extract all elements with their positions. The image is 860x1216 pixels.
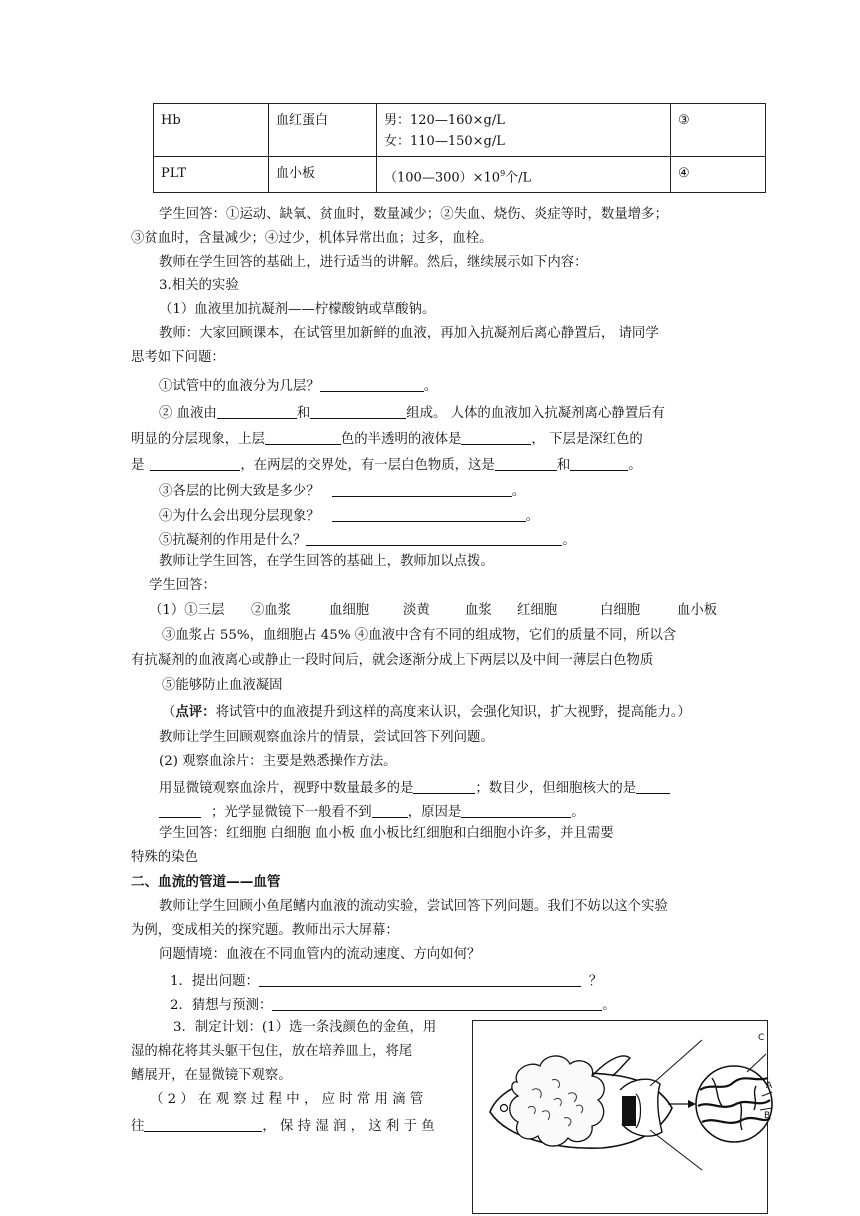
answer-item: 血浆 <box>465 603 492 618</box>
answer-blank <box>570 456 628 471</box>
question-text: ①试管中的血液分为几层？ <box>159 379 320 394</box>
question-line <box>170 972 602 988</box>
question-text: ，原因是 <box>407 805 462 820</box>
question-text: ， 下层是深红色的 <box>531 432 643 447</box>
question-line <box>131 456 642 472</box>
paragraph-line: 湿的棉花将其头躯干包住，放在培养皿上，将尾 <box>131 1044 413 1059</box>
answer-item: 血小板 <box>677 603 718 618</box>
table-cell-code: PLT <box>154 157 269 193</box>
label-c: C <box>758 1033 765 1043</box>
question-text: 1．提出问题： <box>170 974 259 989</box>
comment-paren: （ <box>162 705 176 720</box>
question-line <box>159 803 585 819</box>
paragraph-line: 鳍展开，在显微镜下观察。 <box>131 1068 292 1083</box>
paragraph-line: 问题情境：血液在不同血管内的流动速度、方向如何？ <box>159 947 481 962</box>
question-text: 用显微镜观察血涂片，视野中数量最多的是 <box>159 781 414 796</box>
value-line-female: 女：110—150×g/L <box>384 134 505 149</box>
paragraph-line: (2) 观察血涂片：主要是熟悉操作方法。 <box>159 754 397 769</box>
question-text: 。 <box>562 533 576 548</box>
question-text: 。 <box>602 998 616 1013</box>
question-text: 色的半透明的液体是 <box>340 432 462 447</box>
question-text: 是 <box>131 458 145 473</box>
table-cell-mark: ③ <box>671 104 766 157</box>
paragraph-line: 3.相关的实验 <box>159 278 239 293</box>
answer-blank <box>461 803 571 818</box>
section-heading: 二、血流的管道——血管 <box>131 874 281 890</box>
paragraph-line: 学生回答：红细胞 白细胞 血小板 血小板比红细胞和白细胞小许多，并且需要 <box>159 826 614 841</box>
paragraph-line: 教师：大家回顾课本，在试管里加新鲜的血液，再加入抗凝剂后离心静置后， 请同学 <box>159 326 659 341</box>
answer-line: ③血浆占 55%，血细胞占 45% ④血液中含有不同的组成物，它们的质量不同，所以含 <box>162 628 677 643</box>
question-line <box>159 404 665 420</box>
paragraph-line: 3．制定计划：(1）选一条浅颜色的金鱼，用 <box>173 1020 437 1035</box>
table-cell-value <box>377 157 671 193</box>
label-a: A <box>766 1081 773 1091</box>
paragraph-line: 为例，变成相关的探究题。教师出示大屏幕： <box>131 923 399 938</box>
answer-line: ⑤能够防止血液凝固 <box>162 678 283 693</box>
question-text: ② 血液由 <box>159 406 217 421</box>
question-line <box>159 507 539 523</box>
paragraph-line: 教师让学生回答，在学生回答的基础上，教师加以点拨。 <box>159 554 494 569</box>
table-cell-value <box>377 104 671 157</box>
answer-blank <box>310 404 406 419</box>
value-exponent: 9 <box>500 169 506 178</box>
question-text: 和 <box>296 406 311 421</box>
table-cell-code: Hb <box>154 104 269 157</box>
goldfish-experiment-figure <box>472 1020 774 1216</box>
table-row <box>154 104 766 157</box>
paragraph-line: 特殊的染色 <box>131 850 198 865</box>
value-text: （100—300）×10 <box>384 170 501 186</box>
paragraph-line: 思考如下问题： <box>131 350 225 365</box>
answer-blank <box>144 1117 262 1132</box>
paragraph-line: 学生回答： <box>149 578 216 593</box>
answer-item: ②血浆 <box>251 603 292 618</box>
table-cell-mark: ④ <box>671 157 766 193</box>
answer-blank <box>413 779 475 794</box>
answer-blank <box>265 430 341 445</box>
question-text: 明显的分层现象，上层 <box>131 432 265 447</box>
answer-line <box>149 603 718 618</box>
question-text: ？ <box>588 974 603 989</box>
question-text: ⑤抗凝剂的作用是什么？ <box>159 533 307 548</box>
question-line <box>131 1117 435 1133</box>
question-line <box>159 531 576 547</box>
value-line-male: 男：120—160×g/L <box>384 113 505 128</box>
value-unit: 个/L <box>505 170 532 186</box>
table-cell-name: 血红蛋白 <box>269 104 377 157</box>
paragraph-line: 教师让学生回顾小鱼尾鳍内血液的流动实验，尝试回答下列问题。我们不妨以这个实验 <box>159 899 668 914</box>
question-text: 往 <box>131 1119 145 1134</box>
answer-item: 血细胞 <box>329 603 370 618</box>
answer-blank <box>636 779 670 794</box>
question-text: ， 保 持 湿 润 ， 这 利 于 鱼 <box>262 1119 435 1134</box>
question-line <box>159 377 437 393</box>
question-text: 。 <box>511 484 526 499</box>
question-text: 。 <box>628 458 642 473</box>
question-text: 组成。 人体的血液加入抗凝剂离心静置后有 <box>406 406 665 421</box>
answer-item: 白细胞 <box>600 603 641 618</box>
question-text: 2．猜想与预测： <box>170 998 273 1013</box>
question-text: 。 <box>423 379 438 394</box>
table-row <box>154 157 766 193</box>
question-line <box>170 996 616 1012</box>
answer-blank <box>217 404 297 419</box>
answer-blank <box>495 456 557 471</box>
question-line <box>131 430 643 446</box>
answer-blank <box>259 972 581 987</box>
question-text: ③各层的比例大致是多少？ <box>159 484 320 499</box>
paragraph-line: （1）血液里加抗凝剂——柠檬酸钠或草酸钠。 <box>159 302 436 317</box>
question-line <box>159 779 670 795</box>
paragraph-line: （ 2 ） 在 观 察 过 程 中 ， 应 时 常 用 滴 管 <box>150 1092 424 1107</box>
question-text: ；光学显微镜下一般看不到 <box>211 805 372 820</box>
question-line <box>159 482 525 498</box>
comment-label: 点评： <box>175 704 216 720</box>
answer-blank <box>461 430 531 445</box>
answer-blank <box>150 456 240 471</box>
paragraph-line: 学生回答：①运动、缺氧、贫血时，数量减少；②失血、烧伤、炎症等时，数量增多； <box>159 207 668 222</box>
answer-item: （1）①三层 <box>149 603 225 618</box>
blood-index-table <box>153 103 766 193</box>
answer-blank <box>159 803 201 818</box>
table-cell-name: 血小板 <box>269 157 377 193</box>
answer-item: 淡黄 <box>403 603 430 618</box>
answer-blank <box>372 803 408 818</box>
answer-blank <box>306 531 562 546</box>
question-text: 和 <box>556 458 571 473</box>
question-text: 。 <box>571 805 585 820</box>
comment-text: 将试管中的血液提升到这样的高度来认识，会强化知识，扩大视野，提高能力。） <box>215 705 691 720</box>
question-text: 。 <box>525 509 540 524</box>
paragraph-line: ③贫血时，含量减少；④过少，机体异常出血；过多，血栓。 <box>131 231 493 246</box>
paragraph-line: 教师让学生回顾观察血涂片的情景，尝试回答下列问题。 <box>159 730 494 745</box>
answer-item: 红细胞 <box>517 603 558 618</box>
answer-blank <box>320 377 424 392</box>
answer-blank <box>272 996 602 1011</box>
label-b: B <box>764 1111 771 1121</box>
question-text: ；数目少，但细胞核大的是 <box>475 781 637 796</box>
answer-blank <box>332 507 526 522</box>
question-text: ④为什么会出现分层现象？ <box>159 509 320 524</box>
goldfish-illustration <box>472 1020 774 1216</box>
paragraph-line: 教师在学生回答的基础上，进行适当的讲解。然后，继续展示如下内容： <box>159 255 588 270</box>
answer-line: 有抗凝剂的血液离心或静止一段时间后，就会逐渐分成上下两层以及中间一薄层白色物质 <box>131 653 654 668</box>
answer-blank <box>332 482 512 497</box>
comment-line <box>162 706 691 719</box>
question-text: ，在两层的交界处，有一层白色物质，这是 <box>240 458 495 473</box>
